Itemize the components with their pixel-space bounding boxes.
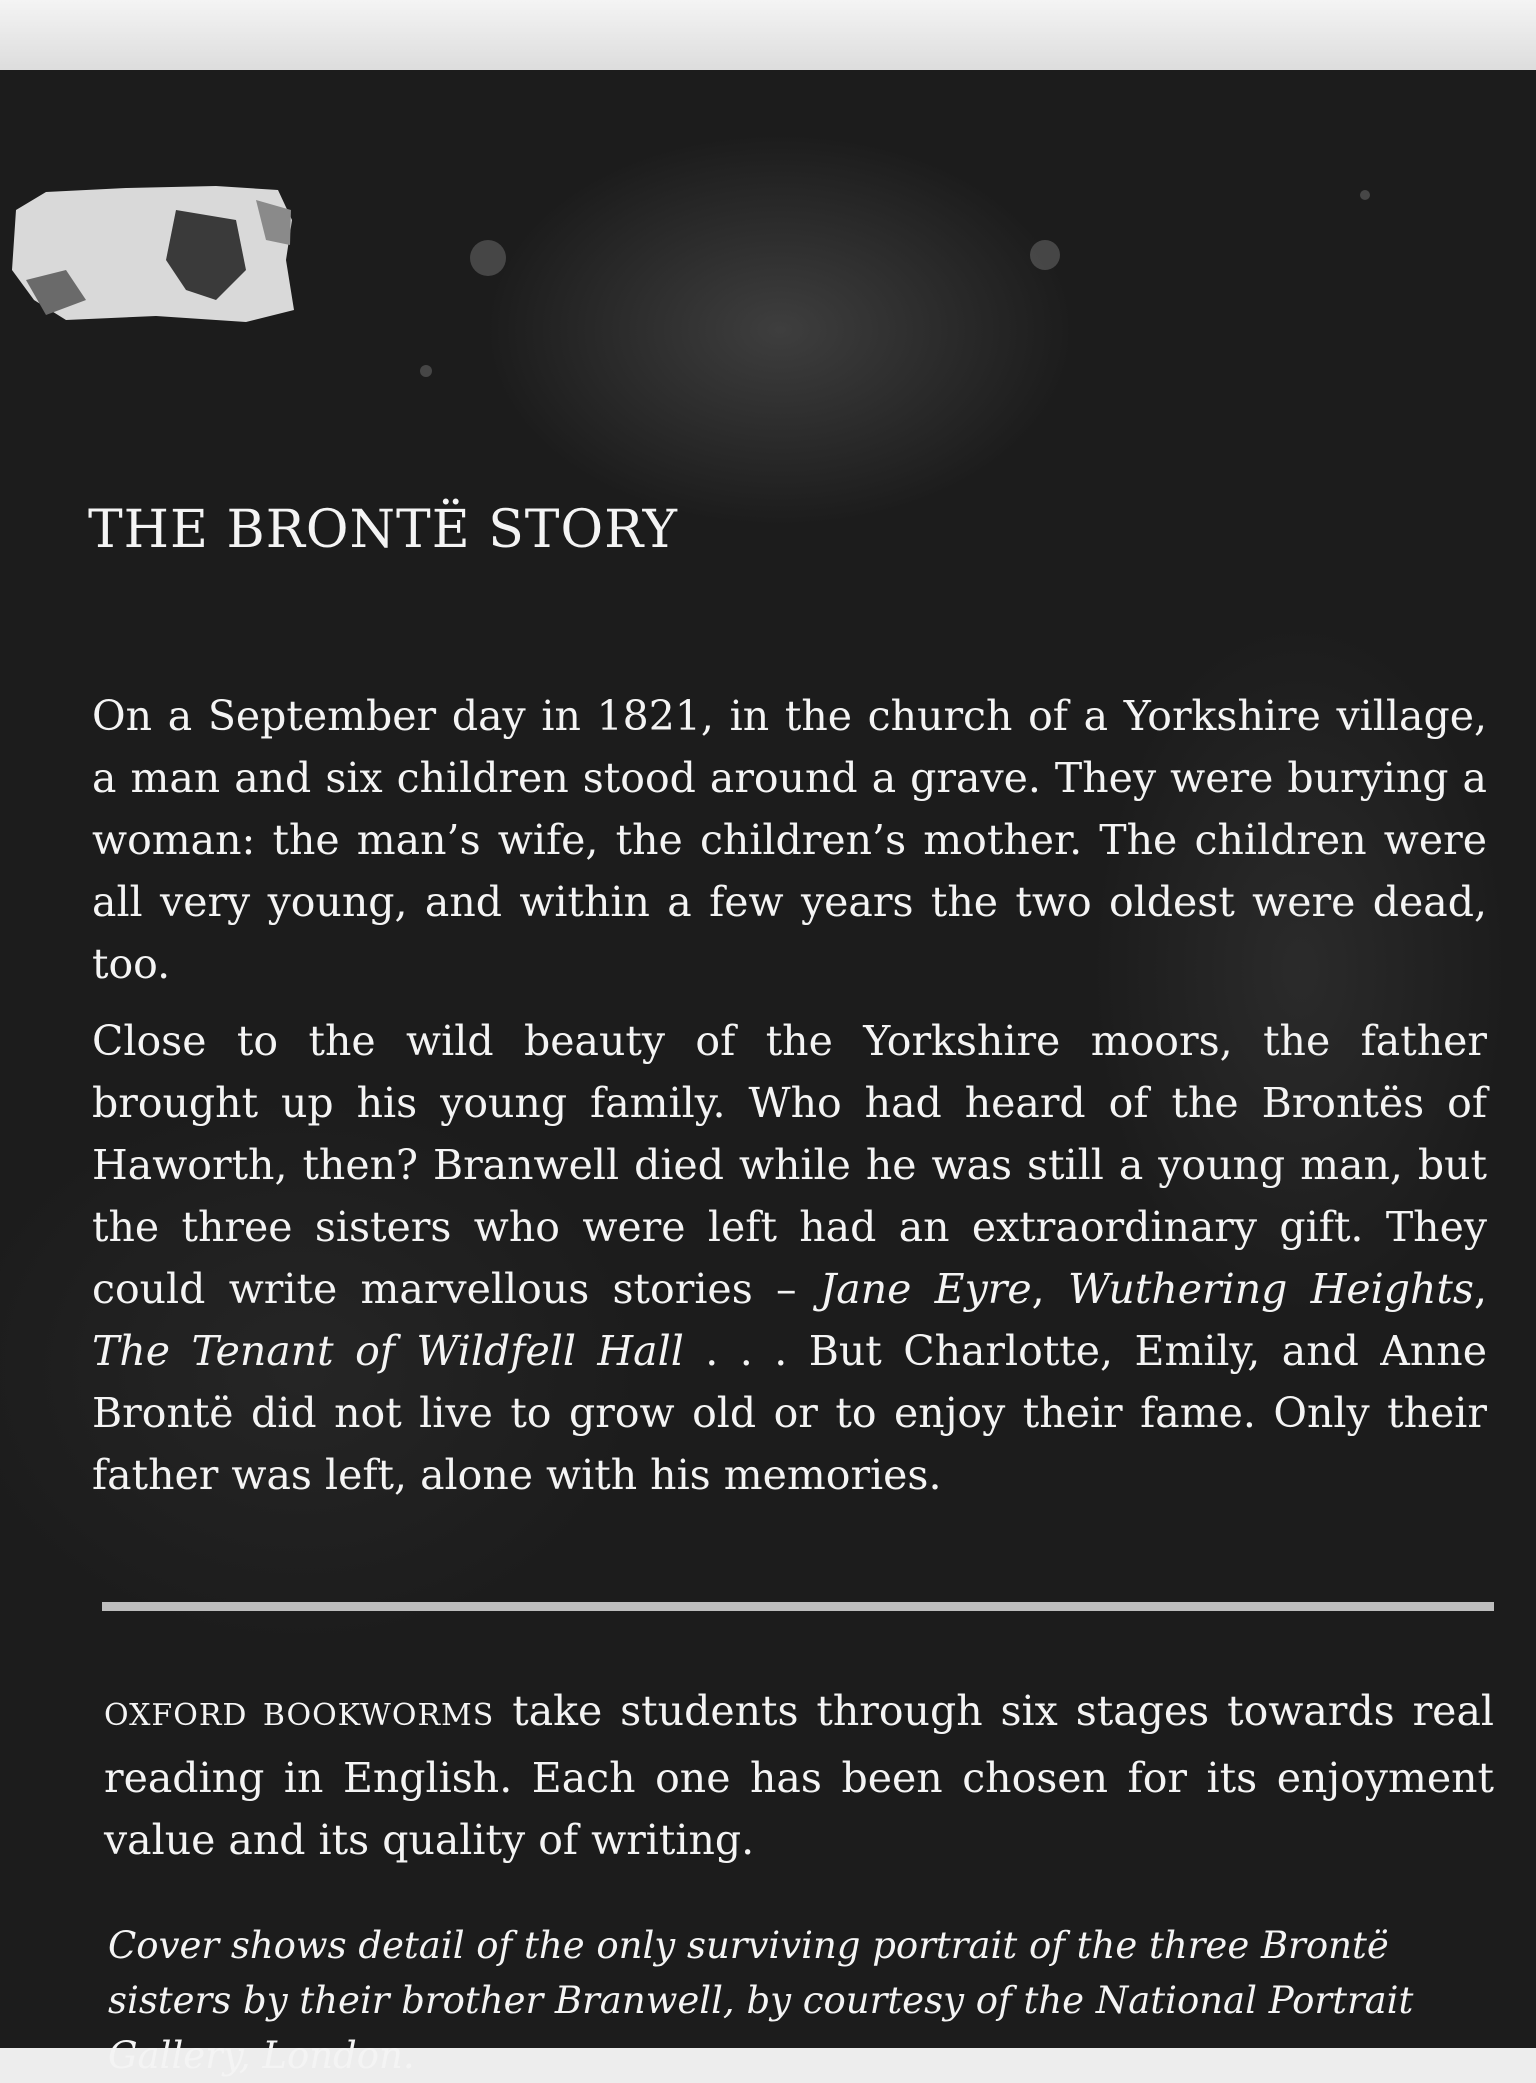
book-title: Wuthering Heights	[1067, 1265, 1474, 1313]
story-paragraph-1: On a September day in 1821, in the church of a Yorkshire village, a man and six children stood around a grave. They were burying a woman: the man’s wife, the children’s mother. The children were all very young, and within a few years the two oldest were dead, too.	[92, 692, 1487, 988]
story-paragraph-2: Close to the wild beauty of the Yorkshire moors, the father brought up his young family. Who had heard of the Brontës of Haworth, then? Branwell died while he was still a young man, but the three sisters who were left had an extraordinary gift. They could write marvellous stories – Jane Eyre, Wuthering Heights, The Tenant of Wildfell Hall . . . But Charlotte, Emily, and Anne Brontë did not live to grow old or to enjoy their fame. Only their father was left, alone with his memories.	[92, 1017, 1487, 1499]
book-title: The Tenant of Wildfell Hall	[92, 1327, 684, 1375]
book-back-cover	[0, 70, 1536, 2077]
paragraph-text: Close to the wild beauty of the Yorkshire moors, the father brought up his young family. Who had heard of the Brontës of Haworth, then? Branwell died while he was still a young man, but the three sisters who were left had an extraordinary gift. They could write marvellous stories –	[92, 1017, 1487, 1313]
speck	[420, 365, 432, 377]
speck	[470, 240, 506, 276]
torn-paper-patch	[6, 150, 296, 325]
paragraph-text: . . . But Charlotte, Emily, and Anne Brontë did not live to grow old or to enjoy their fame. Only their father was left, alone with his memories.	[92, 1327, 1487, 1499]
speck	[1360, 190, 1370, 200]
section-heading: THE BRONTË STORY	[88, 500, 679, 560]
series-name: OXFORD BOOKWORMS	[104, 1698, 495, 1733]
divider	[102, 1602, 1494, 1611]
cover-credit: Cover shows detail of the only surviving portrait of the three Brontë sisters by their brother Branwell, by courtesy of the National Portrait Gallery, London.	[108, 1924, 1414, 2077]
speck	[1030, 240, 1060, 270]
series-text: take students through six stages towards real reading in English. Each one has been chosen for its enjoyment value and its quality of writing.	[104, 1687, 1494, 1864]
background-strip	[0, 0, 1536, 72]
series-description	[104, 1680, 1494, 1871]
book-title: Jane Eyre	[819, 1265, 1032, 1313]
